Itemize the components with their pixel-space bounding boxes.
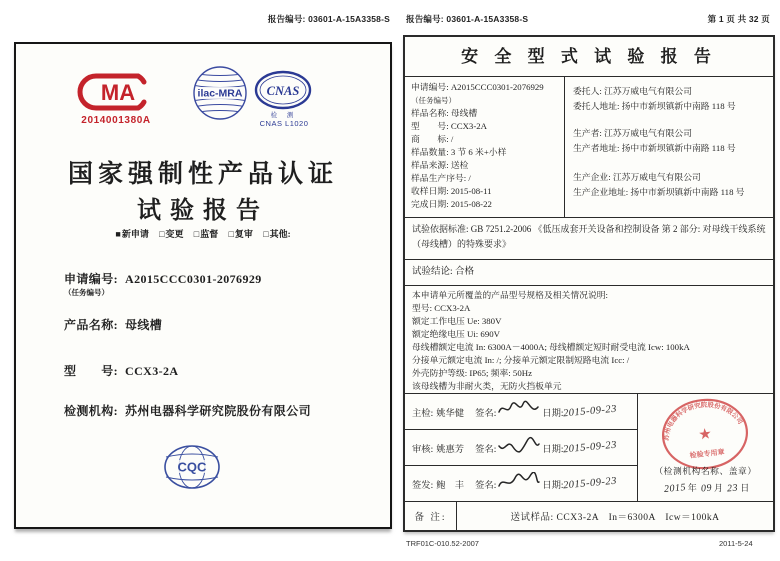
remark-row xyxy=(405,502,773,530)
product-name-field xyxy=(64,316,162,333)
checkbox-review xyxy=(228,229,252,239)
svg-text:ilac-MRA: ilac-MRA xyxy=(197,87,243,100)
checkbox-unchecked-icon: □ xyxy=(159,229,165,239)
handwritten-month: 09 xyxy=(700,482,713,495)
right-report-number xyxy=(406,13,528,25)
info-line: 申请编号: A2015CCC0301-2076929 xyxy=(411,82,544,92)
spec-line: 额定绝缘电压 Ui: 690V xyxy=(412,329,500,339)
day-label: 日 xyxy=(740,483,750,493)
cnas-caption-code: CNAS L1020 xyxy=(259,119,309,128)
checkbox-checked-icon: ■ xyxy=(115,229,121,239)
checkbox-new-application xyxy=(115,229,148,239)
remark-value: 送试样品: CCX3-2A In＝6300A Icw＝100kA xyxy=(510,513,720,523)
year-label: 年 xyxy=(687,483,697,493)
spec-line: 型号: CCX3-2A xyxy=(412,303,471,313)
handwritten-date: 2015-09-23 xyxy=(563,403,618,420)
handwritten-signature xyxy=(497,436,541,454)
product-spec-row xyxy=(405,286,773,394)
remark-label: 备 注: xyxy=(405,502,457,530)
cnas-caption xyxy=(244,110,324,128)
field-label: 检测机构: xyxy=(64,404,118,418)
signature-block xyxy=(405,394,773,502)
handwritten-signature xyxy=(497,472,541,490)
person-name: 姚惠芳 xyxy=(436,444,465,455)
date-label: 日期: xyxy=(542,408,564,419)
report-page xyxy=(403,35,775,532)
cma-logo-icon xyxy=(74,70,156,112)
field-label: 申请编号: xyxy=(64,272,118,286)
info-line: 完成日期: 2015-08-22 xyxy=(411,199,492,209)
month-label: 月 xyxy=(713,483,723,493)
info-line: 商 标: / xyxy=(411,134,454,144)
cma-number: 2014001380A xyxy=(81,115,151,126)
cover-page xyxy=(14,42,392,529)
cover-title-line2: 试验报告 xyxy=(137,198,269,224)
checkbox-label: 变更 xyxy=(165,229,184,239)
info-line: 生产企业地址: 扬中市新坝镇新中南路 118 号 xyxy=(573,187,745,197)
info-line: 样品生产序号: / xyxy=(411,173,471,183)
left-report-number xyxy=(268,13,390,25)
cqc-logo-icon xyxy=(162,444,222,490)
info-line: 生产者: 江苏万威电气有限公司 xyxy=(573,128,693,138)
sign-label: 签名: xyxy=(475,408,497,419)
form-date: 2011-5-24 xyxy=(719,539,753,548)
sign-label: 签名: xyxy=(475,480,497,491)
svg-text:CNAS: CNAS xyxy=(266,84,300,98)
info-line: 委托人: 江苏万威电气有限公司 xyxy=(573,86,693,96)
right-report-number-label: 报告编号: xyxy=(406,14,444,24)
checkbox-label: 监督 xyxy=(200,229,219,239)
left-report-number-label: 报告编号: xyxy=(267,14,306,24)
field-value: 苏州电器科学研究院股份有限公司 xyxy=(125,404,312,418)
model-field xyxy=(64,362,178,379)
sample-info-left-column xyxy=(405,77,565,217)
info-line: 收样日期: 2015-08-11 xyxy=(411,186,492,196)
handwritten-day: 23 xyxy=(726,482,739,495)
ilac-mra-logo-icon xyxy=(192,65,248,121)
info-line: 生产者地址: 扬中市新坝镇新中南路 118 号 xyxy=(573,143,736,153)
role-label: 审核: xyxy=(412,444,434,455)
handwritten-signature xyxy=(497,400,541,418)
field-value: A2015CCC0301-2076929 xyxy=(125,272,262,286)
signature-row-approver xyxy=(405,466,637,501)
cover-title-line1: 国家强制性产品认证 xyxy=(67,161,338,188)
application-number-field xyxy=(64,270,262,287)
handwritten-date: 2015-09-23 xyxy=(563,475,618,492)
date-label: 日期: xyxy=(542,444,564,455)
field-label: 型 号: xyxy=(64,364,118,378)
checkbox-other xyxy=(263,229,290,239)
sign-label: 签名: xyxy=(475,444,497,455)
checkbox-unchecked-icon: □ xyxy=(193,229,200,239)
role-label: 签发: xyxy=(412,480,434,491)
svg-text:检验专用章: 检验专用章 xyxy=(689,448,725,460)
spec-line: 分接单元额定电流 In: /; 分接单元额定限制短路电流 Icc: / xyxy=(412,355,630,365)
task-number-note: （任务编号） xyxy=(64,288,109,297)
test-standard-row: 试验依据标准: GB 7251.2-2006 《低压成套开关设备和控制设备 第 2 部分: 对母线干线系统（母线槽）的特殊要求》 xyxy=(405,218,773,260)
info-line: 样品数量: 3 节 6 米+小样 xyxy=(411,147,507,157)
role-label: 主检: xyxy=(412,408,434,419)
svg-text:MA: MA xyxy=(100,80,136,105)
stamp-date-line xyxy=(638,481,773,494)
handwritten-date: 2015-09-23 xyxy=(563,439,618,456)
info-line: 委托人地址: 扬中市新坝镇新中南路 118 号 xyxy=(573,101,736,111)
info-line: （任务编号） xyxy=(411,96,456,105)
signature-row-reviewer xyxy=(405,430,637,466)
checkbox-unchecked-icon: □ xyxy=(263,229,269,239)
checkbox-label: 复审 xyxy=(234,229,253,239)
svg-text:苏州电器科学研究院股份有限公司: 苏州电器科学研究院股份有限公司 xyxy=(663,401,744,441)
spec-line: 额定工作电压 Ue: 380V xyxy=(412,316,502,326)
info-line: 型 号: CCX3-2A xyxy=(411,121,487,131)
sample-info-row xyxy=(405,77,773,218)
seal-star-icon: ★ xyxy=(697,426,713,444)
handwritten-year: 2015 xyxy=(663,482,687,495)
report-title: 安 全 型 式 试 验 报 告 xyxy=(405,37,773,77)
application-type-checkboxes xyxy=(16,227,390,240)
field-label: 产品名称: xyxy=(64,318,118,332)
person-name: 鲍 丰 xyxy=(436,480,465,491)
agency-stamp-cell xyxy=(638,394,773,501)
stamp-caption: （检测机构名称、盖章） xyxy=(654,466,757,476)
field-value: CCX3-2A xyxy=(125,364,179,378)
spec-line: 外壳防护等级: IP65; 频率: 50Hz xyxy=(412,368,532,378)
page-count: 第 1 页 共 32 页 xyxy=(707,14,770,24)
spec-line: 母线槽额定电流 In: 6300A－4000A; 母线槽额定短时耐受电流 Icw: 100kA xyxy=(412,342,690,352)
spec-line: 该母线槽为非耐火类，无防火挡板单元 xyxy=(412,381,562,391)
left-report-number-value: 03601-A-15A3358-S xyxy=(308,14,390,24)
sample-info-right-column xyxy=(565,77,773,217)
svg-text:CQC: CQC xyxy=(177,459,207,475)
signature-row-chief-tester xyxy=(405,394,637,430)
info-line: 生产企业: 江苏万威电气有限公司 xyxy=(573,172,701,182)
cnas-logo-icon xyxy=(254,70,312,110)
form-number: TRF01C-010.52-2007 xyxy=(406,539,479,548)
cnas-caption-type: 检 测 xyxy=(270,112,298,119)
right-report-number-value: 03601-A-15A3358-S xyxy=(446,14,529,24)
testing-agency-field xyxy=(64,402,311,419)
checkbox-label: 其他: xyxy=(269,229,291,239)
date-label: 日期: xyxy=(542,480,564,491)
test-conclusion-row: 试验结论: 合格 xyxy=(405,260,773,286)
signature-rows xyxy=(405,394,638,501)
field-value: 母线槽 xyxy=(125,318,163,332)
spec-line: 本申请单元所覆盖的产品型号规格及相关情况说明: xyxy=(412,290,608,300)
checkbox-change xyxy=(159,229,183,239)
checkbox-supervision xyxy=(194,229,218,239)
info-line: 样品来源: 送检 xyxy=(411,160,469,170)
info-line: 样品名称: 母线槽 xyxy=(411,108,478,118)
checkbox-unchecked-icon: □ xyxy=(228,229,234,239)
person-name: 姚华健 xyxy=(436,408,465,419)
checkbox-label: 新申请 xyxy=(121,229,149,239)
